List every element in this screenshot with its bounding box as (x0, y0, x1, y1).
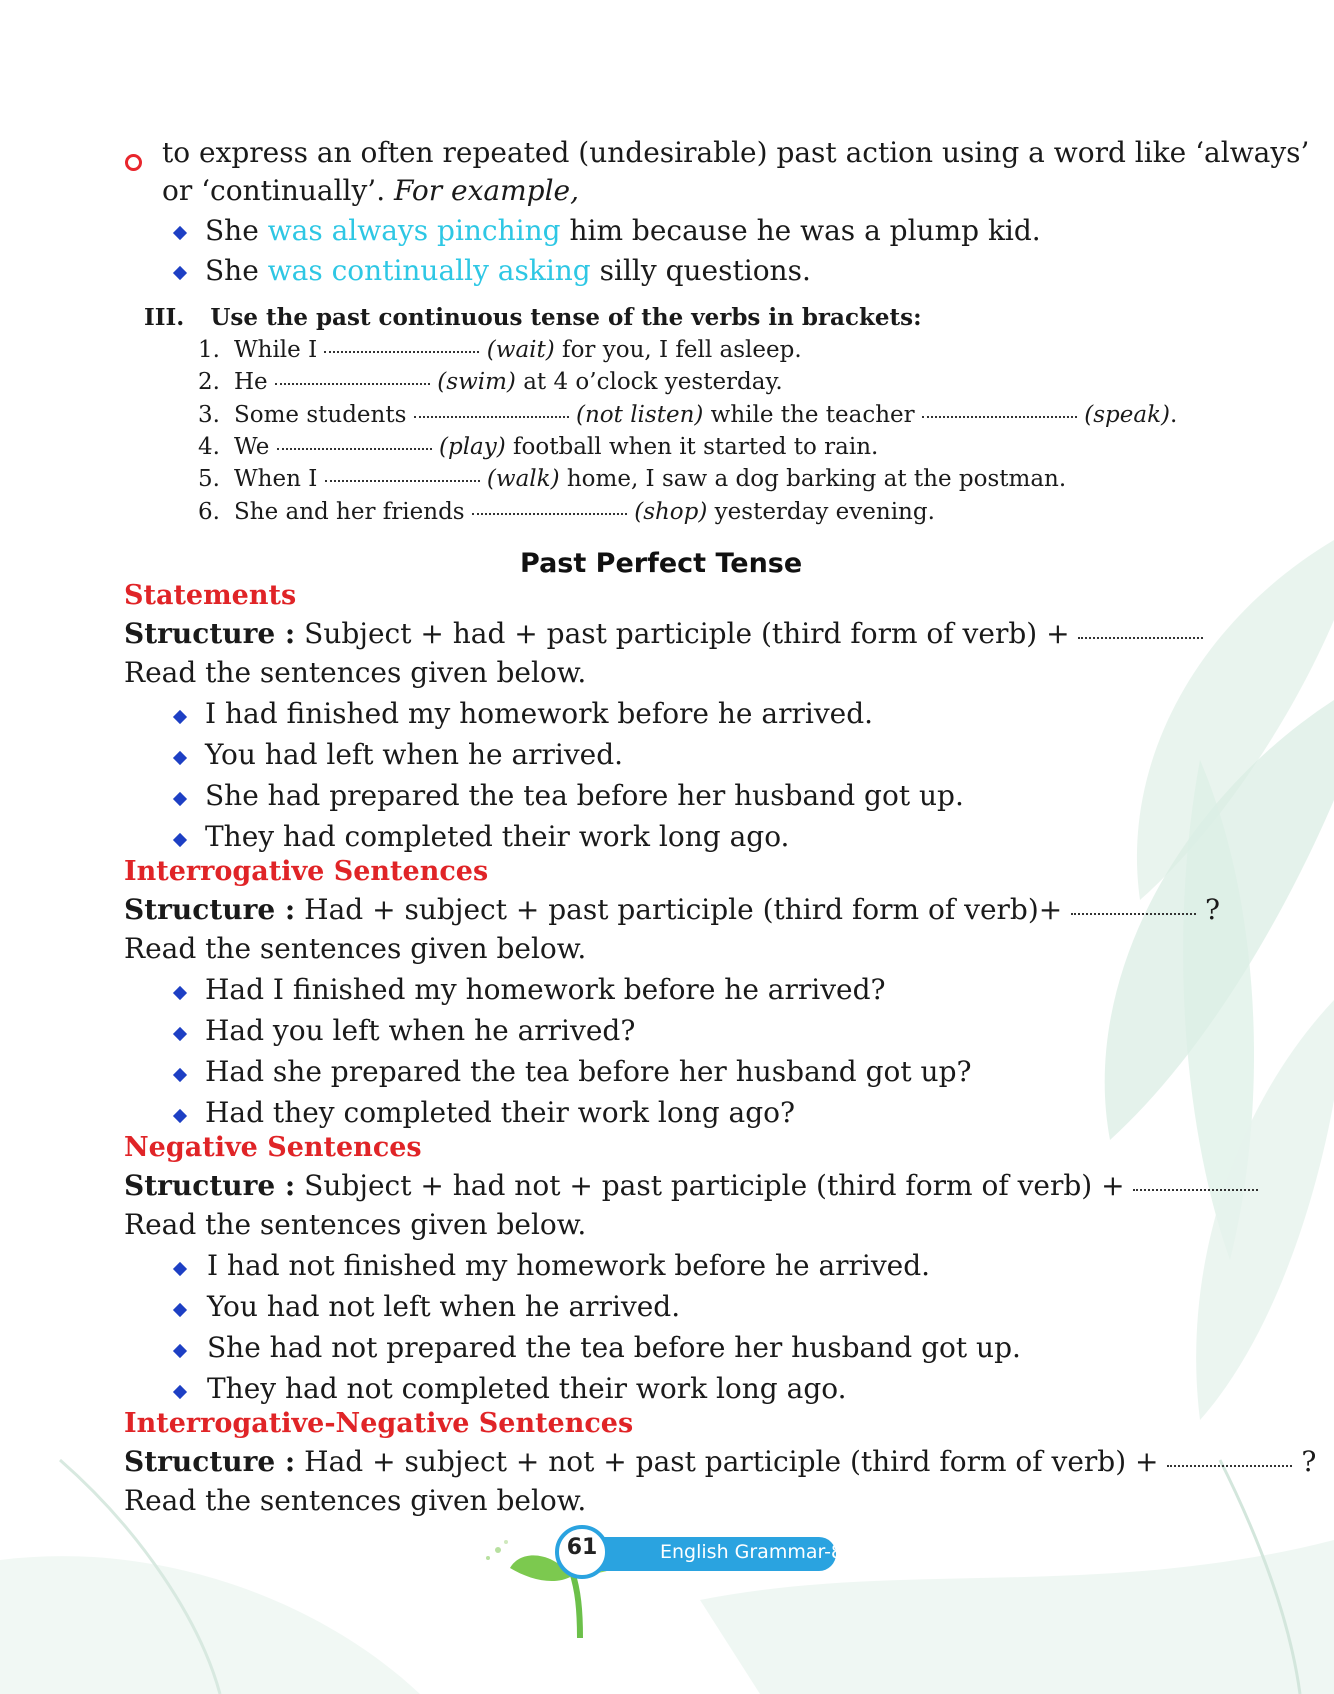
blank-line (472, 512, 627, 515)
list-item: You had not left when he arrived. (207, 1290, 681, 1323)
intro-line-2-italic: For example, (394, 174, 580, 207)
interrogative-structure (124, 893, 1220, 926)
exercise-item (198, 402, 1177, 428)
list-item: She had prepared the tea before her husband got up. (205, 779, 964, 812)
section-title: Past Perfect Tense (520, 548, 803, 579)
list-item: Had you left when he arrived? (205, 1014, 636, 1047)
structure-text: Had + subject + not + past participle (third form of verb) + (295, 1445, 1168, 1478)
structure-text: Had + subject + past participle (third form of verb)+ (295, 893, 1072, 926)
verb-hint: (not listen) (576, 402, 704, 428)
item-number: 3. (198, 402, 220, 428)
verb-hint: (wait) (486, 337, 555, 363)
list-item: They had not completed their work long ago. (207, 1372, 847, 1405)
blank-line (1133, 1188, 1258, 1191)
exercise-item (198, 499, 935, 525)
diamond-bullet-icon (173, 1068, 187, 1082)
list-item: Had they completed their work long ago? (205, 1096, 796, 1129)
example-text: silly questions. (590, 254, 811, 287)
list-item: I had finished my homework before he arrived. (205, 697, 874, 730)
diamond-bullet-icon (173, 1303, 187, 1317)
example-text: She (205, 254, 268, 287)
item-number: 1. (198, 337, 220, 363)
negative-read: Read the sentences given below. (124, 1208, 587, 1241)
item-text: Some students (234, 402, 414, 428)
structure-text: Subject + had + past participle (third form of verb) + (295, 617, 1079, 650)
intro-example-1 (205, 214, 1041, 247)
item-text: While I (234, 337, 325, 363)
intro-example-2 (205, 254, 811, 287)
verb-hint: (play) (439, 434, 506, 460)
item-text: while the teacher (703, 402, 922, 428)
blank-line (277, 447, 432, 450)
exercise-item (198, 466, 1066, 492)
structure-label: Structure : (124, 617, 296, 650)
item-text: football when it started to rain. (505, 434, 879, 460)
item-text: yesterday evening. (707, 499, 935, 525)
negative-structure (124, 1169, 1258, 1202)
structure-text: Subject + had not + past participle (third form of verb) + (295, 1169, 1134, 1202)
blank-line (414, 415, 569, 418)
blank-line (922, 415, 1077, 418)
diamond-bullet-icon (173, 226, 187, 240)
exercise-item (198, 337, 802, 363)
exercise-title: Use the past continuous tense of the verbs in brackets: (210, 304, 922, 331)
list-item: You had left when he arrived. (205, 738, 624, 771)
ring-bullet-icon (125, 154, 142, 171)
diamond-bullet-icon (173, 833, 187, 847)
item-text: . (1170, 402, 1178, 428)
diamond-bullet-icon (173, 1344, 187, 1358)
item-text: for you, I fell asleep. (554, 337, 802, 363)
verb-hint: (speak) (1084, 402, 1171, 428)
item-text: We (234, 434, 277, 460)
list-item: Had she prepared the tea before her husband got up? (205, 1055, 972, 1088)
intro-line-2-text: or ‘continually’. (162, 174, 395, 207)
item-number: 4. (198, 434, 220, 460)
intro-line-1: to express an often repeated (undesirable) past action using a word like ‘always’ (162, 136, 1310, 169)
example-highlight: was always pinching (267, 214, 561, 247)
item-text: at 4 o’clock yesterday. (515, 369, 783, 395)
diamond-bullet-icon (173, 1027, 187, 1041)
example-text: She (205, 214, 268, 247)
blank-line (325, 479, 480, 482)
diamond-bullet-icon (173, 710, 187, 724)
exercise-heading (144, 304, 922, 331)
statements-structure (124, 617, 1203, 650)
exercise-item (198, 434, 878, 460)
interrogative-heading: Interrogative Sentences (124, 856, 489, 887)
structure-label: Structure : (124, 1445, 296, 1478)
item-number: 2. (198, 369, 220, 395)
verb-hint: (swim) (437, 369, 516, 395)
blank-line (1167, 1464, 1292, 1467)
structure-label: Structure : (124, 1169, 296, 1202)
item-text: She and her friends (234, 499, 472, 525)
interrogative-negative-heading: Interrogative-Negative Sentences (124, 1408, 634, 1439)
verb-hint: (walk) (486, 466, 560, 492)
exercise-label: III. (144, 304, 185, 331)
structure-tail: ? (1196, 893, 1221, 926)
intro-line-2 (162, 174, 579, 207)
diamond-bullet-icon (173, 1262, 187, 1276)
blank-line (1071, 912, 1196, 915)
diamond-bullet-icon (173, 1385, 187, 1399)
statements-heading: Statements (124, 580, 297, 611)
page-number: 61 (566, 1535, 598, 1560)
item-text: home, I saw a dog barking at the postman. (559, 466, 1067, 492)
item-text: He (234, 369, 275, 395)
diamond-bullet-icon (173, 266, 187, 280)
verb-hint: (shop) (634, 499, 708, 525)
diamond-bullet-icon (173, 986, 187, 1000)
diamond-bullet-icon (173, 1109, 187, 1123)
diamond-bullet-icon (173, 792, 187, 806)
item-number: 5. (198, 466, 220, 492)
structure-tail: ? (1292, 1445, 1317, 1478)
interrogative-read: Read the sentences given below. (124, 932, 587, 965)
blank-line (1078, 636, 1203, 639)
interrogative-negative-read: Read the sentences given below. (124, 1484, 587, 1517)
book-title: English Grammar-8 (660, 1541, 844, 1563)
list-item: She had not prepared the tea before her husband got up. (207, 1331, 1021, 1364)
exercise-item (198, 369, 783, 395)
list-item: They had completed their work long ago. (205, 820, 790, 853)
item-number: 6. (198, 499, 220, 525)
interrogative-negative-structure (124, 1445, 1316, 1478)
item-text: When I (234, 466, 325, 492)
blank-line (275, 382, 430, 385)
statements-read: Read the sentences given below. (124, 656, 587, 689)
negative-heading: Negative Sentences (124, 1132, 422, 1163)
example-text: him because he was a plump kid. (560, 214, 1041, 247)
structure-label: Structure : (124, 893, 296, 926)
list-item: Had I finished my homework before he arrived? (205, 973, 886, 1006)
example-highlight: was continually asking (267, 254, 591, 287)
list-item: I had not finished my homework before he arrived. (207, 1249, 931, 1282)
blank-line (324, 350, 479, 353)
diamond-bullet-icon (173, 751, 187, 765)
